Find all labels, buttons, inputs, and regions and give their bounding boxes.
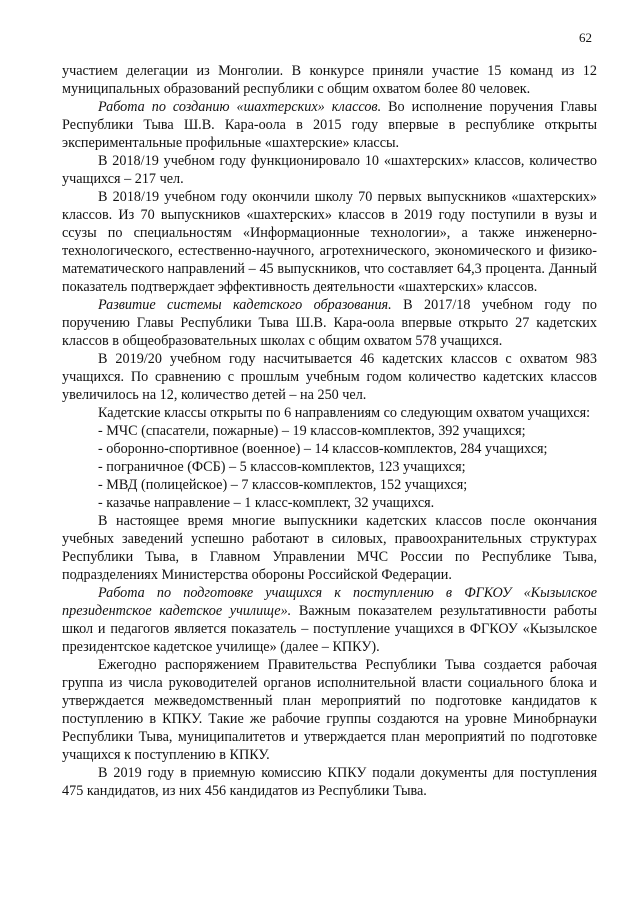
paragraph-kpku-preparation [62,584,597,656]
paragraph-working-group [62,656,597,764]
paragraph-text: Во исполнение поручения Главы Республики Тыва Ш.В. Кара-оола в 2015 году впервые в республике открыты экспериментальные профильные «шахтерские» классы. [62,99,597,151]
paragraph-cadet-education [62,296,597,350]
paragraph-shakhter-classes [62,98,597,152]
paragraph-text: Ежегодно распоряжением Правительства Республики Тыва создается рабочая группа из числа руководителей органов исполнительной власти социального блока и утверждается межведомственный план мероприятий по подготовке кандидатов к поступлению в КПКУ. Такие же рабочие группы создаются на уровне Минобрнауки Республики Тыва, муниципалитетов и утверждается план мероприятий по подготовке учащихся к поступлению в КПКУ. [62,657,597,763]
paragraph-text: В 2019/20 учебном году насчитывается 46 кадетских классов с охватом 983 учащихся. По сравнению с прошлым учебным годом количество кадетских классов увеличилось на 12, количество детей – на 250 чел. [62,351,597,403]
paragraph-graduates-careers [62,512,597,584]
list-item: - МЧС (спасатели, пожарные) – 19 классов-комплектов, 392 учащихся; [98,423,526,439]
paragraph-text: В 2018/19 учебном году функционировало 10 «шахтерских» классов, количество учащихся – 217 чел. [62,153,597,187]
paragraph-text: В 2017/18 учебном году по поручению Главы Республики Тыва Ш.В. Кара-оола впервые открыто 27 кадетских классов в общеобразовательных школах с общим охватом 578 учащихся. [62,297,597,349]
document-body [62,62,597,800]
paragraph-2018-19-classes [62,152,597,188]
paragraph-heading: Работа по подготовке учащихся к поступлению в ФГКОУ «Кызылское президентское кадетское училище». [62,585,597,619]
list-item: - пограничное (ФСБ) – 5 классов-комплектов, 123 учащихся; [98,459,466,475]
paragraph-2019-20-classes [62,350,597,404]
paragraph-text: Важным показателем результативности работы школ и педагогов является показатель – поступление учащихся в ФГКОУ «Кызылское президентское кадетское училище» (далее – КПКУ). [62,603,597,655]
paragraph-heading: Развитие системы кадетского образования. [98,297,392,313]
paragraph-admission-2019 [62,764,597,800]
paragraph-heading: Работа по созданию «шахтерских» классов. [98,99,382,115]
page-number: 62 [579,30,592,45]
paragraph-directions-intro [62,404,597,422]
paragraph-text: В 2018/19 учебном году окончили школу 70 первых выпускников «шахтерских» классов. Из 70 выпускников «шахтерских» классов в 2019 году поступили в вузы и ссузы по специальностям «Информационные технологии», а также инженерно-технологического, естественно-научного, агротехнического, экономического и физико-математического направлений – 45 выпускников, что составляет 64,3 процента. Данный показатель подтверждает эффективность деятельности «шахтерских» классов. [62,189,597,295]
paragraph-continuation [62,62,597,98]
list-item: - МВД (полицейское) – 7 классов-комплектов, 152 учащихся; [98,477,468,493]
list-item: - казачье направление – 1 класс-комплект, 32 учащихся. [98,495,435,511]
paragraph-text: участием делегации из Монголии. В конкурсе приняли участие 15 команд из 12 муниципальных образований республики с общим охватом более 80 человек. [62,63,597,97]
paragraph-text: В настоящее время многие выпускники кадетских классов после окончания учебных заведений успешно работают в силовых, правоохранительных структурах Республики Тыва, в Главном Управлении МЧС России по Республике Тыва, подразделениях Министерства обороны Российской Федерации. [62,513,597,583]
paragraph-text: Кадетские классы открыты по 6 направлениям со следующим охватом учащихся: [98,405,591,421]
paragraph-text: В 2019 году в приемную комиссию КПКУ подали документы для поступления 475 кандидатов, из них 456 кандидатов из Республики Тыва. [62,765,597,799]
list-item: - оборонно-спортивное (военное) – 14 классов-комплектов, 284 учащихся; [98,441,548,457]
paragraph-graduates [62,188,597,296]
